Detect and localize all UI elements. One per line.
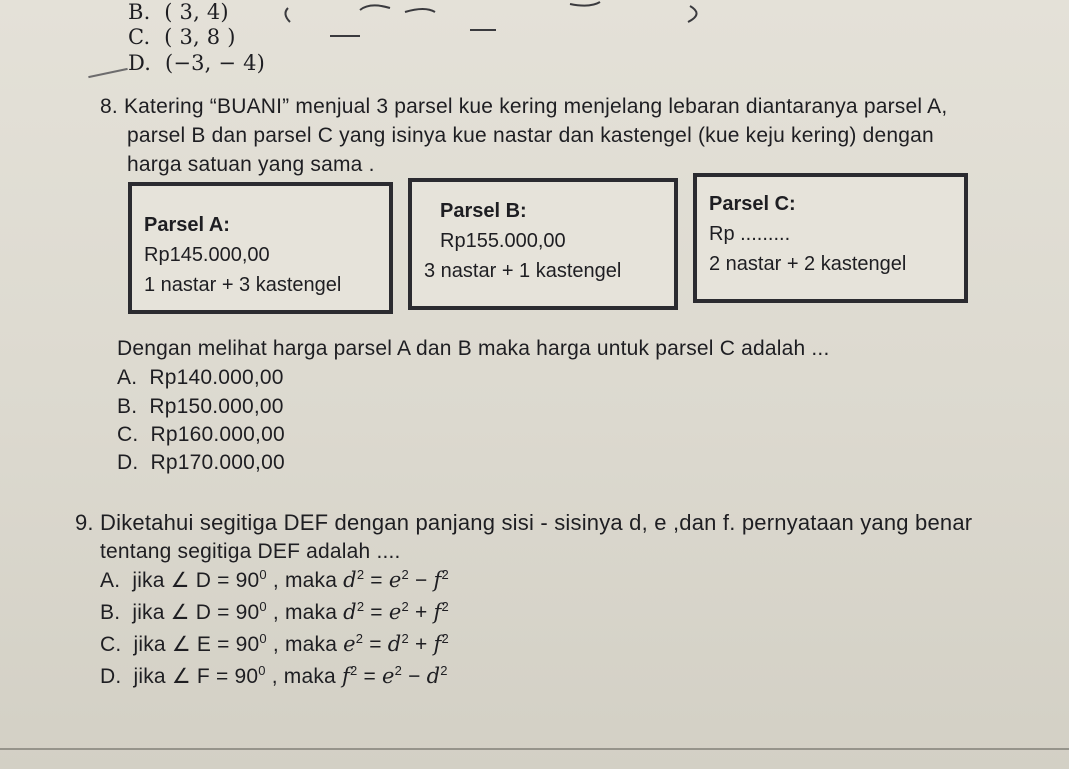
q9-option-c: C. jika ∠ $E = 90^0$ , maka $e^2 = d^2 + f^2$ (100, 631, 449, 656)
q8-question: Dengan melihat harga parsel A dan B maka harga untuk parsel C adalah ... (117, 337, 830, 360)
parcel-c-price: Rp ......... (709, 223, 791, 245)
tick-mark (88, 68, 128, 78)
q9-option-d: D. jika ∠ $F = 90^0$ , maka $f^2 = e^2 - d^2$ (100, 663, 448, 688)
q9-line-1: 9. Diketahui segitiga DEF dengan panjang sisi - sisinya d, e ,dan f. pernyataan yang benar (75, 510, 973, 535)
q9-option-b: B. jika ∠ $D = 90^0$ , maka $d^2 = e^2 + f^2$ (100, 599, 449, 624)
parcel-a-box (128, 182, 393, 314)
q9-line-2: tentang segitiga DEF adalah .... (100, 540, 401, 563)
q8-option-a: A. Rp140.000,00 (117, 366, 284, 389)
parcel-b-content: 3 nastar + 1 kastengel (424, 260, 622, 282)
q8-line-3: harga satuan yang sama . (127, 153, 375, 176)
top-option-d: D. (−3, − 4) (128, 51, 266, 75)
q9-option-a: A. jika ∠ $D = 90^0$ , maka $d^2 = e^2 - f^2$ (100, 567, 449, 592)
parcel-c-content: 2 nastar + 2 kastengel (709, 253, 907, 275)
q8-line-1: 8. Katering “BUANI” menjual 3 parsel kue kering menjelang lebaran diantaranya parsel A, (100, 95, 948, 118)
parcel-b-title: Parsel B: (440, 200, 527, 222)
parcel-a-content: 1 nastar + 3 kastengel (144, 274, 342, 296)
q8-option-b: B. Rp150.000,00 (117, 395, 284, 418)
parcel-a-price: Rp145.000,00 (144, 244, 270, 266)
top-option-b: B. ( 3, 4) (128, 0, 229, 24)
q8-option-c: C. Rp160.000,00 (117, 423, 285, 446)
page-edge-line (0, 748, 1069, 750)
parcel-a-title: Parsel A: (144, 214, 230, 236)
parcel-b-box (408, 178, 678, 310)
q8-line-2: parsel B dan parsel C yang isinya kue nastar dan kastengel (kue keju kering) dengan (127, 124, 934, 147)
parcel-c-title: Parsel C: (709, 193, 796, 215)
parcel-b-price: Rp155.000,00 (440, 230, 566, 252)
q8-option-d: D. Rp170.000,00 (117, 451, 285, 474)
handwriting-scribble (270, 0, 730, 40)
top-option-c: C. ( 3, 8 ) (128, 25, 236, 49)
parcel-c-box (693, 173, 968, 303)
